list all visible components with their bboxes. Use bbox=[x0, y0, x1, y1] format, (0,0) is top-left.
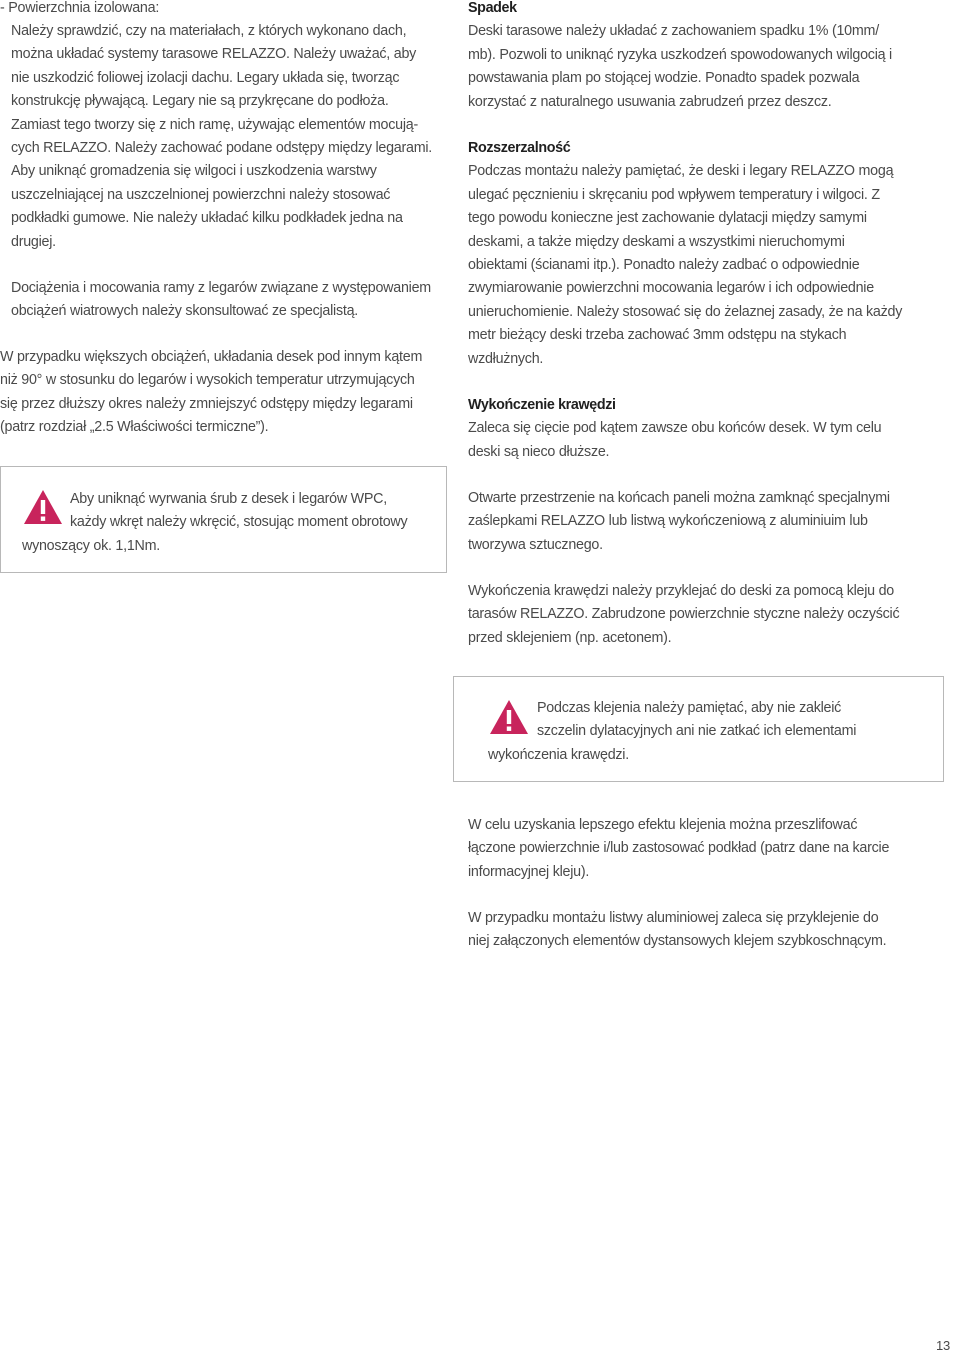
text-line: tarasów RELAZZO. Zabrudzone powierzchnie styczne należy oczyścić bbox=[468, 606, 900, 623]
text-line: łączone powierzchnie i/lub zastosować podkład (patrz dane na karcie bbox=[468, 840, 890, 857]
text-line: tworzywa sztucznego. bbox=[468, 536, 603, 553]
section-heading: Spadek bbox=[468, 0, 517, 16]
warning-text-line: wykończenia krawędzi. bbox=[488, 747, 629, 763]
text-line: W przypadku większych obciążeń, układania desek pod innym kątem bbox=[0, 349, 423, 365]
text-line: Deski tarasowe należy układać z zachowaniem spadku 1% (10mm/ bbox=[468, 23, 879, 40]
text-line: tego powodu konieczne jest zachowanie dylatacji między samymi bbox=[468, 210, 867, 227]
text-line: zaślepkami RELAZZO lub listwą wykończeniową z aluminiuim lub bbox=[468, 513, 868, 530]
text-line: drugiej. bbox=[11, 233, 56, 250]
text-line: Aby uniknąć gromadzenia się wilgoci i uszkodzenia warstwy bbox=[11, 163, 377, 180]
angle-paragraph bbox=[0, 346, 422, 440]
text-line: Wykończenia krawędzi należy przyklejać do deski za pomocą kleju do bbox=[468, 583, 894, 599]
text-line: (patrz rozdział „2.5 Właściwości termiczne”). bbox=[0, 419, 269, 436]
load-paragraph bbox=[11, 277, 431, 324]
text-line: korzystać z naturalnego usuwania zabrudzeń przez deszcz. bbox=[468, 93, 832, 110]
text-line: powstawania plam po stojącej wodzie. Ponadto spadek pozwala bbox=[468, 70, 860, 87]
text-line: Otwarte przestrzenie na końcach paneli można zamknąć specjalnymi bbox=[468, 490, 890, 506]
text-line: się przez dłuższy okres należy zmniejszyć odstępy między legarami bbox=[0, 395, 413, 412]
text-line: niż 90° w stosunku do legarów i wysokich temperatur utrzymujących bbox=[0, 372, 415, 389]
open-spaces-paragraph bbox=[468, 487, 890, 557]
warning-triangle-icon bbox=[489, 699, 529, 735]
page-number: 13 bbox=[936, 1337, 950, 1353]
gluing-paragraph bbox=[468, 580, 899, 650]
text-line: informacyjnej kleju). bbox=[468, 863, 590, 880]
text-line: nie uszkodzić foliowej izolacji dachu. Legary układa się, tworząc bbox=[11, 69, 400, 86]
intro-line: - Powierzchnia izolowana: bbox=[0, 0, 160, 16]
text-line: podkładki gumowe. Nie należy układać kilku podkładek jedna na bbox=[11, 210, 403, 227]
text-line: Dociążenia i mocowania ramy z legarów związane z występowaniem bbox=[11, 280, 431, 296]
text-line: Podczas montażu należy pamiętać, że deski i legary RELAZZO mogą bbox=[468, 163, 894, 180]
text-line: W celu uzyskania lepszego efektu klejenia można przeszlifować bbox=[468, 817, 858, 833]
warning-text-line: szczelin dylatacyjnych ani nie zatkać ich elementami bbox=[537, 723, 857, 740]
text-line: Zaleca się cięcie pod kątem zawsze obu końców desek. W tym celu bbox=[468, 420, 882, 437]
text-line: mb). Pozwoli to uniknąć ryzyka uszkodzeń spowodowanych wilgocią i bbox=[468, 46, 892, 63]
sanding-paragraph bbox=[468, 814, 889, 884]
gluing-warning-box bbox=[453, 676, 944, 782]
text-line: przed sklejeniem (np. acetonem). bbox=[468, 629, 672, 646]
text-line: ulegać pęcznieniu i skręcaniu pod wpływem temperatury i wilgoci. Z bbox=[468, 186, 880, 203]
warning-text-line: Podczas klejenia należy pamiętać, aby nie zakleić bbox=[537, 700, 842, 716]
slope-section bbox=[468, 0, 892, 114]
warning-triangle-icon bbox=[23, 489, 63, 525]
text-line: zwymiarowanie powierzchni mocowania legarów i ich odpowiednie bbox=[468, 280, 874, 297]
text-line: niej załączonych elementów dystansowych klejem szybkoschnącym. bbox=[468, 933, 887, 950]
text-line: deskami, a także między deskami a wszystkimi nieruchomymi bbox=[468, 233, 845, 250]
edge-finish-section bbox=[468, 394, 881, 464]
text-line: cych RELAZZO. Należy zachować podane odstępy między legarami. bbox=[11, 140, 433, 157]
warning-text-line: wynoszący ok. 1,1Nm. bbox=[22, 538, 161, 554]
text-line: konstrukcję pływającą. Legary nie są przykręcane do podłoża. bbox=[11, 93, 389, 110]
expansion-section bbox=[468, 137, 902, 371]
text-line: wzdłużnych. bbox=[468, 350, 544, 367]
text-line: uszczelniającej na uszczelnionej powierzchni należy stosować bbox=[11, 186, 391, 203]
warning-text-line: Aby uniknąć wyrwania śrub z desek i legarów WPC, bbox=[70, 491, 387, 507]
intro-paragraph bbox=[11, 20, 432, 254]
text-line: obciążeń wiatrowych należy skonsultować ze specjalistą. bbox=[11, 303, 359, 320]
text-line: można układać systemy tarasowe RELAZZO. Należy uważać, aby bbox=[11, 46, 417, 63]
aluminium-paragraph bbox=[468, 907, 886, 954]
torque-warning-box bbox=[0, 466, 447, 573]
section-heading: Rozszerzalność bbox=[468, 140, 571, 156]
text-line: Należy sprawdzić, czy na materiałach, z których wykonano dach, bbox=[11, 23, 407, 39]
text-line: obiektami (ścianami itp.). Ponadto należy zadbać o odpowiednie bbox=[468, 257, 860, 274]
text-line: Zamiast tego tworzy się z nich ramę, używając elementów mocują- bbox=[11, 116, 418, 133]
section-heading: Wykończenie krawędzi bbox=[468, 397, 616, 413]
text-line: unieruchomienie. Należy stosować się do żelaznej zasady, że na każdy bbox=[468, 303, 903, 320]
warning-text-line: każdy wkręt należy wkręcić, stosując moment obrotowy bbox=[70, 514, 408, 531]
text-line: deski są nieco dłuższe. bbox=[468, 443, 610, 460]
text-line: metr bieżący deski trzeba zachować 3mm odstępu na stykach bbox=[468, 327, 847, 344]
text-line: W przypadku montażu listwy aluminiowej zaleca się przyklejenie do bbox=[468, 910, 879, 926]
